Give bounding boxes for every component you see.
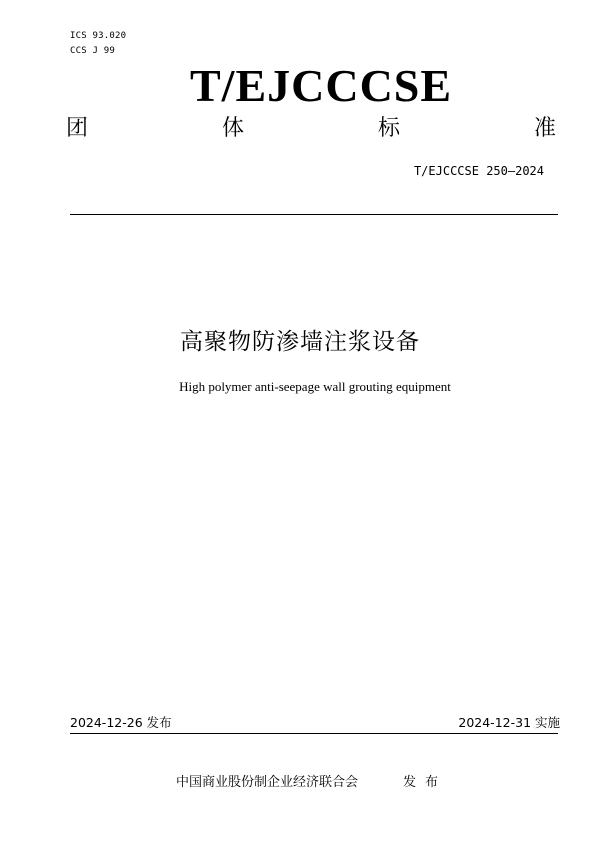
publish-label: 发布	[403, 775, 448, 790]
document-title-english: High polymer anti-seepage wall grouting equipment	[179, 379, 451, 394]
ics-code: ICS 93.020	[70, 31, 127, 41]
standard-number: T/EJCCCSE 250—2024	[413, 164, 544, 178]
footer-divider	[70, 733, 558, 734]
standard-type-label	[66, 114, 556, 144]
standard-type-char: 标	[377, 116, 400, 141]
ccs-code: CCS J 99	[70, 46, 115, 56]
standard-type-char: 准	[533, 116, 556, 141]
header-divider	[70, 214, 558, 215]
document-title-chinese: 高聚物防渗墙注浆设备	[180, 329, 420, 355]
organization-code: T/EJCCCSE	[190, 60, 453, 111]
publisher-name: 中国商业股份制企业经济联合会	[176, 775, 359, 790]
issue-date: 2024-12-26 发布	[70, 715, 172, 730]
standard-type-char: 团	[66, 116, 89, 141]
standard-type-char: 体	[221, 116, 244, 141]
implementation-date: 2024-12-31 实施	[458, 715, 560, 730]
